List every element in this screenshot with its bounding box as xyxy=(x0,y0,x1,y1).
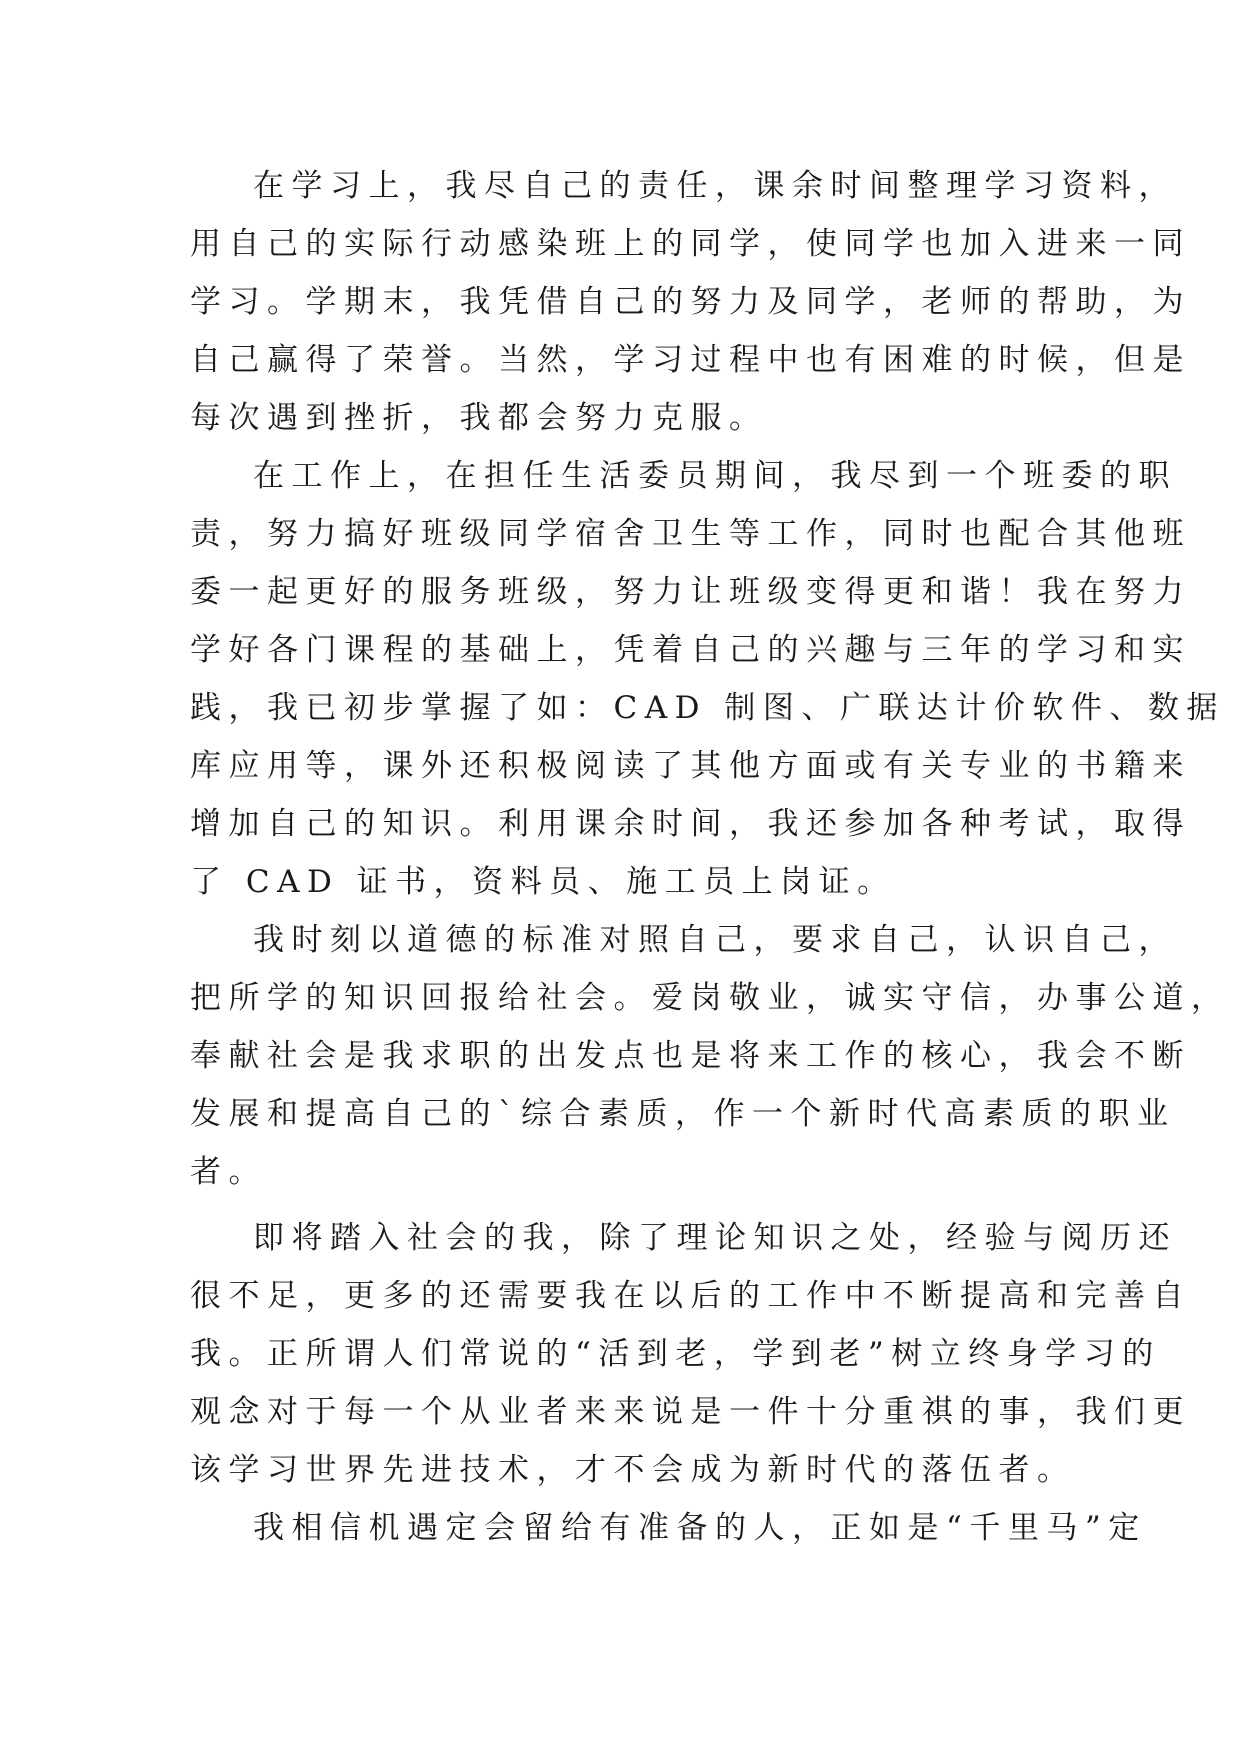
paragraph-3-line-1: 我时刻以道德的标准对照自己，要求自己，认识自己， xyxy=(253,922,1177,958)
paragraph-1-line-5: 每次遇到挫折，我都会努力克服。 xyxy=(190,400,768,436)
paragraph-2-line-8: 了 CAD 证书，资料员、施工员上岗证。 xyxy=(190,864,896,900)
paragraph-1-line-3: 学习。学期末，我凭借自己的努力及同学，老师的帮助，为 xyxy=(190,284,1191,320)
paragraph-2-line-1: 在工作上，在担任生活委员期间，我尽到一个班委的职 xyxy=(253,458,1177,494)
paragraph-3-line-4: 发展和提高自己的`综合素质，作一个新时代高素质的职业 xyxy=(190,1096,1176,1132)
paragraph-4-line-5: 该学习世界先进技术，才不会成为新时代的落伍者。 xyxy=(190,1452,1076,1488)
paragraph-4-line-4: 观念对于每一个从业者来来说是一件十分重祺的事，我们更 xyxy=(190,1394,1191,1430)
paragraph-4-line-3: 我。正所谓人们常说的“活到老，学到老”树立终身学习的 xyxy=(190,1336,1161,1372)
paragraph-2-line-5: 践，我已初步掌握了如：CAD 制图、广联达计价软件、数据 xyxy=(190,690,1225,726)
paragraph-1-line-4: 自己赢得了荣誉。当然，学习过程中也有困难的时候，但是 xyxy=(190,342,1191,378)
paragraph-2-line-6: 库应用等，课外还积极阅读了其他方面或有关专业的书籍来 xyxy=(190,748,1191,784)
paragraph-3-line-2: 把所学的知识回报给社会。爱岗敬业，诚实守信，办事公道， xyxy=(190,980,1230,1016)
paragraph-2-line-7: 增加自己的知识。利用课余时间，我还参加各种考试，取得 xyxy=(190,806,1191,842)
paragraph-3-line-5: 者。 xyxy=(190,1154,267,1190)
paragraph-2-line-4: 学好各门课程的基础上，凭着自己的兴趣与三年的学习和实 xyxy=(190,632,1191,668)
paragraph-5-line-1: 我相信机遇定会留给有准备的人，正如是“千里马”定 xyxy=(253,1510,1147,1546)
paragraph-4-line-1: 即将踏入社会的我，除了理论知识之处，经验与阅历还 xyxy=(253,1220,1177,1256)
paragraph-4-line-2: 很不足，更多的还需要我在以后的工作中不断提高和完善自 xyxy=(190,1278,1191,1314)
paragraph-2-line-3: 委一起更好的服务班级，努力让班级变得更和谐！我在努力 xyxy=(190,574,1191,610)
paragraph-1-line-2: 用自己的实际行动感染班上的同学，使同学也加入进来一同 xyxy=(190,226,1191,262)
paragraph-1-line-1: 在学习上，我尽自己的责任，课余时间整理学习资料， xyxy=(253,168,1177,204)
paragraph-3-line-3: 奉献社会是我求职的出发点也是将来工作的核心，我会不断 xyxy=(190,1038,1191,1074)
paragraph-2-line-2: 责，努力搞好班级同学宿舍卫生等工作，同时也配合其他班 xyxy=(190,516,1191,552)
